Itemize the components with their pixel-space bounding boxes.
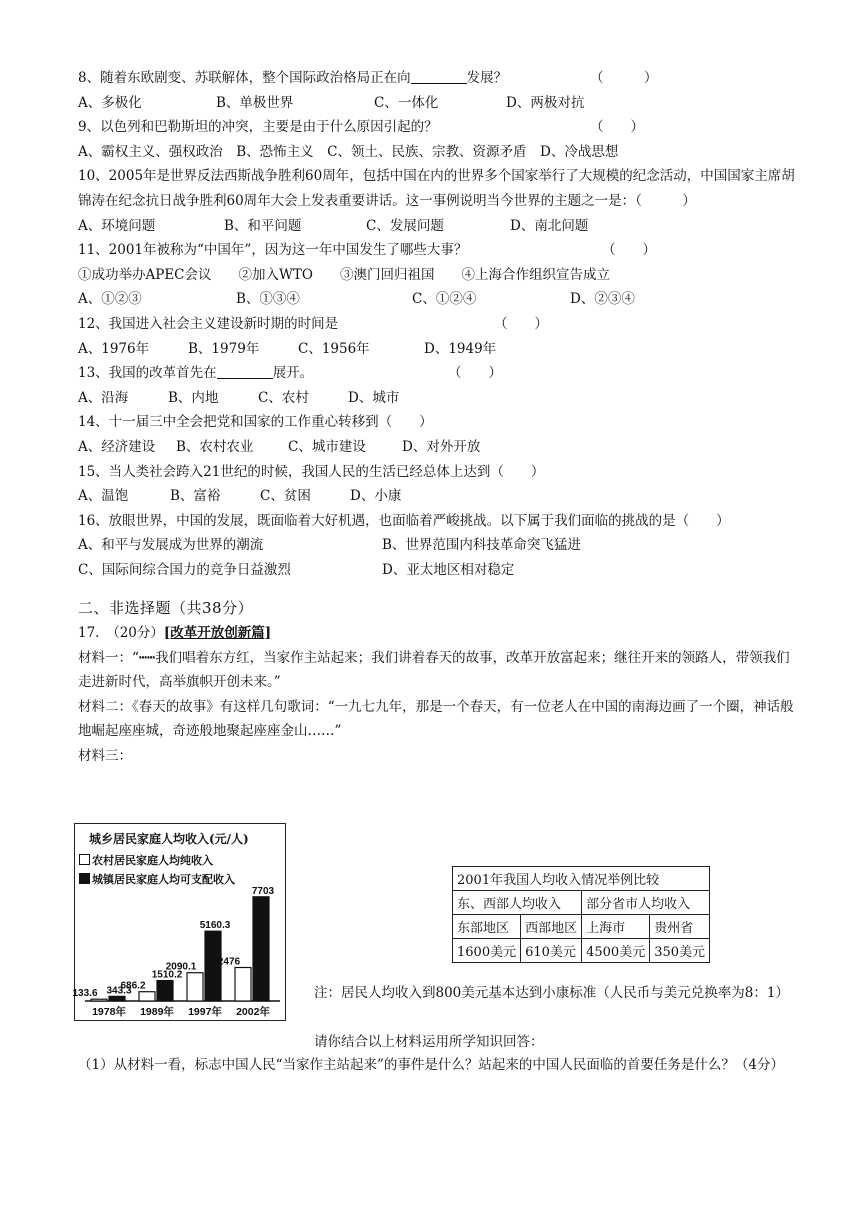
question-11-items-text: ①成功举办APEC会议 ②加入WTO ③澳门回归祖国 ④上海合作组织宣告成立 [78,266,610,283]
bar-rural [187,973,203,1001]
option-c: C、城市建设 [288,438,366,455]
income-comparison-table [452,866,710,963]
bar-urban [109,996,125,1001]
question-17-header [78,621,798,646]
question-15-stem: 15、当人类社会跨入21世纪的时候，我国人民的生活已经总体上达到（ ） [78,463,545,480]
bar-value-label: 133.6 [72,988,98,1000]
bar-urban [253,897,269,1001]
legend-label-rural: 农村居民家庭人均纯收入 [92,854,213,867]
question-15-options [78,484,798,509]
option-a: A、温饱 [78,488,129,505]
question-15 [78,460,798,485]
x-tick-label: 1978年 [92,1006,126,1018]
income-chart [74,823,286,1021]
question-11-stem: 11、2001年被称为“中国年”，因为这一年中国发生了哪些大事？ [78,242,468,259]
question-9-stem: 9、以色列和巴勒斯坦的冲突，主要是由于什么原因引起的？ [78,119,438,136]
question-14-stem: 14、十一届三中全会把党和国家的工作重心转移到（ ） [78,414,433,431]
table-value-shanghai: 4500美元 [582,939,650,963]
x-tick-label: 1997年 [188,1006,222,1018]
option-d: D、城市 [348,389,400,406]
answer-parenthesis: （ ） [494,315,548,332]
question-16-options-row2 [78,558,798,583]
question-9 [78,115,798,140]
question-16-options-row1 [78,533,798,558]
question-12-options [78,337,798,362]
table-header-guizhou: 贵州省 [650,915,710,939]
bar-value-label: 343.3 [106,985,132,997]
option-c: C、①②④ [412,291,477,308]
question-8-stem-tail: 发展？ [466,70,508,86]
option-d: D、②③④ [570,291,635,308]
exam-page [78,66,798,769]
option-a: A、1976年 [78,340,150,357]
table-header-shanghai: 上海市 [582,915,650,939]
bar-chart-svg [72,824,285,1020]
option-b: B、①③④ [236,291,300,308]
bar-value-label: 2476 [217,956,241,968]
option-b: B、农村农业 [176,438,254,455]
table-group-left: 东、西部人均收入 [453,891,582,915]
question-10-stem: 10、2005年是世界反法西斯战争胜利60周年，包括中国在内的世界多个国家举行了大规模的纪念活动，中国国家主席胡锦涛在纪念抗日战争胜利60周年大会上发表重要讲话。这一事例说明当今世界的主题之一是：（ ） [78,168,795,209]
question-16-stem: 16、放眼世界，中国的发展，既面临着大好机遇，也面临着严峻挑战。以下属于我们面临的挑战的是（ ） [78,512,730,529]
table-value-guizhou: 350美元 [650,939,710,963]
question-9-options [78,140,798,165]
question-13-stem: 13、我国的改革首先在 [78,365,217,382]
option-a: A、①②③ [78,291,142,308]
option-d: D、对外开放 [402,438,481,455]
question-13-options [78,386,798,411]
table-value-west: 610美元 [521,939,582,963]
x-tick-label: 2002年 [236,1006,270,1018]
note-text: 注：居民人均收入到800美元基本达到小康标准（人民币与美元兑换率为8：1） [314,985,789,1001]
option-c: C、1956年 [298,340,370,357]
question-11 [78,238,798,263]
question-16 [78,509,798,534]
question-8 [78,66,798,91]
question-9-options-text: A、霸权主义、强权政治 B、恐怖主义 C、领土、民族、宗教、资源矛盾 D、冷战思想 [78,143,619,160]
question-13-stem-tail: 展开。 [272,365,314,382]
option-a: A、环境问题 [78,217,156,234]
answer-parenthesis: （ ） [590,119,644,136]
question-17-number: 17. （20分） [78,625,164,642]
bar-value-label: 7703 [251,885,275,897]
question-12 [78,312,798,337]
answer-parenthesis: （ ） [602,242,656,259]
answer-blank [217,362,273,379]
table-group-right: 部分省市人均收入 [582,891,710,915]
option-a: A、沿海 [78,389,129,406]
x-tick-label: 1989年 [140,1006,174,1018]
question-14 [78,410,798,435]
option-c: C、发展问题 [366,217,444,234]
bar-rural [139,992,155,1001]
question-12-stem: 12、我国进入社会主义建设新时期的时间是 [78,315,339,332]
question-10 [78,164,798,213]
bar-value-label: 2090.1 [165,961,197,973]
material-2: 材料二：《春天的故事》有这样几句歌词：“一九七九年，那是一个春天，有一位老人在中国的南海边画了一个圈，神话般地崛起座座城，奇迹般地聚起座座金山……” [78,698,794,740]
question-17-topic: [改革开放创新篇] [163,625,272,642]
chart-title: 城乡居民家庭人均收入(元/人) [89,832,249,846]
answer-blank [411,67,467,84]
bar-value-label: 686.2 [120,980,146,992]
option-b: B、富裕 [170,488,221,505]
option-d: D、两极对抗 [506,94,585,111]
question-11-items [78,263,798,288]
option-c: C、一体化 [374,94,439,111]
option-b: B、单极世界 [216,94,294,111]
option-a: A、经济建设 [78,438,156,455]
option-b: B、世界范围内科技革命突飞猛进 [382,537,581,554]
table-title: 2001年我国人均收入情况举例比较 [453,867,710,891]
prompt-text: 请你结合以上材料运用所学知识回答： [314,1034,544,1050]
question-8-options [78,91,798,116]
bar-value-label: 1510.2 [151,969,183,981]
material-1: 材料一：“┅┅我们唱着东方红，当家作主站起来；我们讲着春天的故事，改革开放富起来；继往开来的领路人，带领我们走进新时代，高举旗帜开创未来。” [78,649,790,691]
bar-urban [157,981,173,1001]
option-a: A、和平与发展成为世界的潮流 [78,537,264,554]
question-8-stem: 8、随着东欧剧变、苏联解体，整个国际政治格局正在向 [78,70,411,86]
option-c: C、农村 [258,389,309,406]
legend-label-urban: 城镇居民家庭人均可支配收入 [92,873,235,886]
question-14-options [78,435,798,460]
answer-parenthesis: （ ） [590,70,658,86]
table-header-east: 东部地区 [453,915,521,939]
option-c: C、国际间综合国力的竞争日益激烈 [78,561,291,578]
bar-rural [235,968,251,1001]
question-17-part-1: （1）从材料一看，标志中国人民“当家作主站起来”的事件是什么？站起来的中国人民面临的首要任务是什么？（4分） [78,1057,784,1073]
option-d: D、小康 [350,488,402,505]
question-10-options [78,214,798,239]
table-value-east: 1600美元 [453,939,521,963]
material-3-label: 材料三： [78,748,132,765]
table-header-west: 西部地区 [521,915,582,939]
answer-parenthesis: （ ） [448,365,502,382]
question-13 [78,361,798,386]
option-b: B、和平问题 [224,217,302,234]
option-b: B、1979年 [188,340,260,357]
option-c: C、贫困 [260,488,311,505]
option-d: D、南北问题 [510,217,589,234]
option-d: D、亚太地区相对稳定 [382,561,515,578]
question-11-options [78,287,798,312]
bar-value-label: 5160.3 [199,920,231,932]
option-a: A、多极化 [78,94,142,111]
option-d: D、1949年 [424,340,497,357]
section-heading: 二、非选择题（共38分） [78,599,254,618]
option-b: B、内地 [168,389,219,406]
bar-rural [91,999,107,1001]
